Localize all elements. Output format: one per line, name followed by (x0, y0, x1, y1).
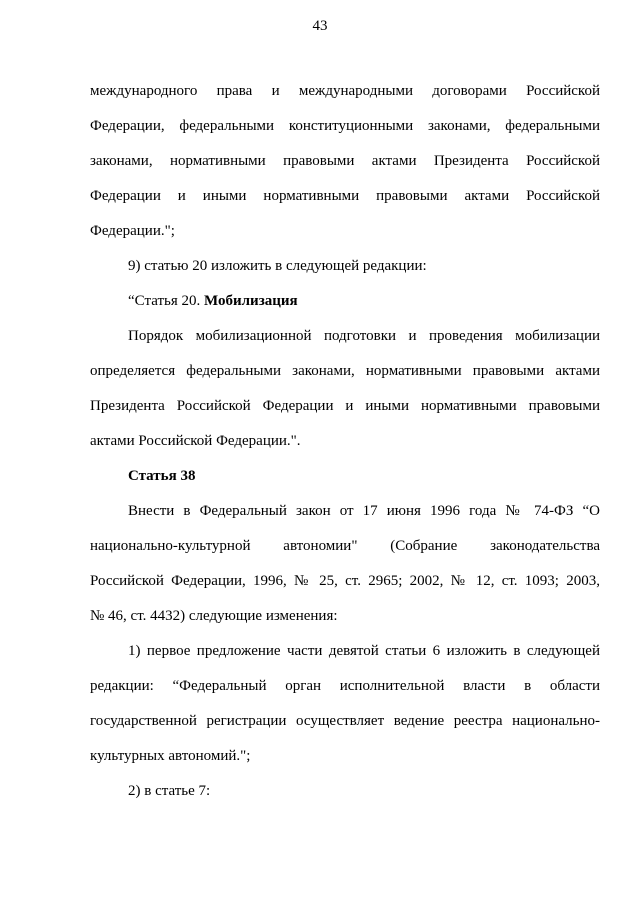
article-20-heading (90, 284, 600, 319)
text-line: Порядок мобилизационной подготовки и проведения мобилизации (128, 328, 600, 344)
amendment-item-1: 1) первое предложение части девятой статьи 6 изложить в следующей (128, 643, 600, 659)
text-line: редакции: “Федеральный орган исполнительной власти в области (90, 678, 600, 694)
text-line: актами Российской Федерации.". (90, 433, 301, 449)
page-number: 43 (312, 18, 328, 34)
article-20-label: “Статья 20. (128, 293, 205, 309)
text-line: № 46, ст. 4432) следующие изменения: (90, 608, 338, 624)
text-line: Внести в Федеральный закон от 17 июня 1996 года № 74-ФЗ “О (128, 503, 600, 519)
text-line: Президента Российской Федерации и иными нормативными правовыми (90, 398, 600, 414)
text-line: определяется федеральными законами, нормативными правовыми актами (90, 363, 600, 379)
article-38-heading: Статья 38 (128, 468, 196, 484)
text-line: законами, нормативными правовыми актами Президента Российской (90, 153, 600, 169)
text-line: Федерации."; (90, 223, 175, 239)
amendment-item-9: 9) статью 20 изложить в следующей редакции: (128, 258, 427, 274)
text-line: международного права и международными договорами Российской (90, 83, 600, 99)
text-line: национально-культурной автономии" (Собрание законодательства (90, 538, 600, 554)
text-line: культурных автономий."; (90, 748, 251, 764)
text-line: Федерации и иными нормативными правовыми актами Российской (90, 188, 600, 204)
text-line: государственной регистрации осуществляет ведение реестра национально- (90, 713, 600, 729)
article-20-title: Мобилизация (204, 293, 298, 309)
document-body (90, 74, 600, 809)
text-line: Федерации, федеральными конституционными законами, федеральными (90, 118, 600, 134)
text-line: Российской Федерации, 1996, № 25, ст. 2965; 2002, № 12, ст. 1093; 2003, (90, 573, 600, 589)
amendment-item-2: 2) в статье 7: (128, 783, 211, 799)
